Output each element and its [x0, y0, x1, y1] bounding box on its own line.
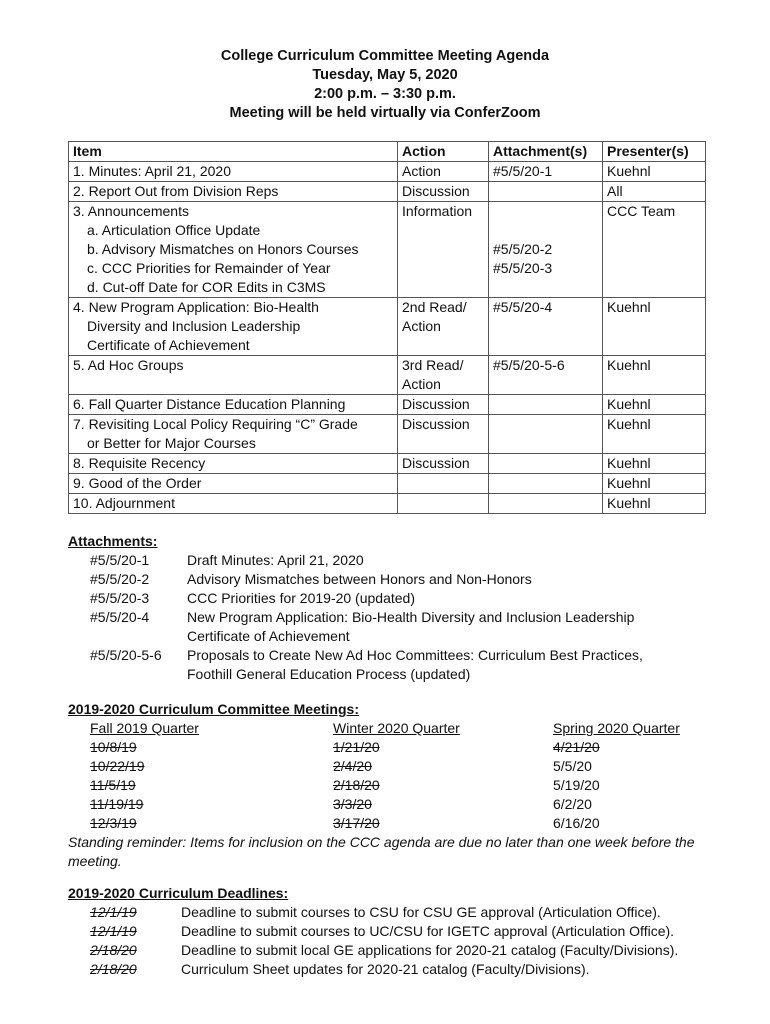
cell-line [493, 202, 602, 221]
meeting-date-item: 11/5/19 [90, 777, 136, 793]
attachment-cell [489, 202, 603, 298]
attachment-item [68, 646, 708, 684]
action-cell [398, 415, 489, 454]
attachment-description [187, 608, 708, 646]
cell-line: 7. Revisiting Local Policy Requiring “C” Grade [73, 416, 358, 432]
cell-line [493, 494, 602, 513]
deadline-text: Deadline to submit courses to CSU for CSU GE approval (Articulation Office). [181, 904, 661, 920]
cell-line: 8. Requisite Recency [73, 455, 206, 471]
cell-line [493, 182, 602, 201]
cell-line: All [607, 183, 623, 199]
meetings-section [68, 700, 728, 871]
deadlines-title: 2019-2020 Curriculum Deadlines: [68, 885, 289, 901]
attachment-id: #5/5/20-5-6 [90, 647, 162, 663]
meeting-time: 2:00 p.m. – 3:30 p.m. [314, 86, 456, 102]
meeting-date-item: 3/3/20 [333, 796, 372, 812]
cell-line: Discussion [402, 416, 470, 432]
table-row [69, 454, 706, 474]
cell-line: #5/5/20-4 [493, 299, 553, 315]
action-cell [398, 356, 489, 395]
cell-line: 10. Adjournment [73, 495, 175, 511]
agenda-body [69, 162, 706, 514]
meeting-date-item: 6/16/20 [553, 815, 600, 831]
attachment-cell [489, 356, 603, 395]
cell-line: 6. Fall Quarter Distance Education Planning [73, 396, 346, 412]
item-cell [69, 415, 398, 454]
table-row [69, 474, 706, 494]
deadline-text: Deadline to submit local GE applications for 2020-21 catalog (Faculty/Divisions). [181, 942, 679, 958]
action-cell [398, 454, 489, 474]
attachment-description-line: Advisory Mismatches between Honors and Non-Honors [187, 571, 532, 587]
presenter-cell [603, 298, 706, 356]
action-cell [398, 494, 489, 514]
attachment-description [187, 570, 708, 589]
presenter-cell [603, 202, 706, 298]
cell-line: 3. Announcements [73, 203, 189, 219]
attachment-description [187, 646, 708, 684]
attachments-title: Attachments: [68, 533, 158, 549]
attachment-description-line: New Program Application: Bio-Health Diversity and Inclusion Leadership [187, 609, 635, 625]
attachment-item [68, 551, 708, 570]
item-cell [69, 395, 398, 415]
cell-line: #5/5/20-5-6 [493, 357, 565, 373]
attachment-cell [489, 162, 603, 182]
cell-line: d. Cut-off Date for COR Edits in C3MS [87, 279, 326, 295]
cell-line: #5/5/20-3 [493, 260, 553, 276]
table-row [69, 162, 706, 182]
cell-line: or Better for Major Courses [87, 435, 256, 451]
meetings-title: 2019-2020 Curriculum Committee Meetings: [68, 701, 359, 717]
cell-line: 3rd Read/ [402, 357, 464, 373]
action-cell [398, 395, 489, 415]
attachment-id: #5/5/20-3 [90, 590, 150, 606]
presenter-cell [603, 415, 706, 454]
standing-reminder: Standing reminder: Items for inclusion on the CCC agenda are due no later than one week before the meeting. [68, 834, 695, 869]
deadlines-list [68, 903, 728, 979]
cell-line: b. Advisory Mismatches on Honors Courses [87, 241, 359, 257]
deadline-date: 2/18/20 [90, 942, 137, 958]
presenter-cell [603, 182, 706, 202]
quarter-heading: Spring 2020 Quarter [553, 720, 680, 736]
attachment-description-line: Proposals to Create New Ad Hoc Committees: Curriculum Best Practices, [187, 647, 643, 663]
meeting-date-item: 10/22/19 [90, 758, 145, 774]
cell-line: Action [402, 376, 441, 392]
action-cell [398, 474, 489, 494]
column-header: Presenter(s) [603, 142, 706, 162]
meeting-date-item: 6/2/20 [553, 796, 592, 812]
presenter-cell [603, 454, 706, 474]
cell-line: Kuehnl [607, 163, 651, 179]
meeting-date-item: 2/18/20 [333, 777, 380, 793]
cell-line: Diversity and Inclusion Leadership [87, 318, 301, 334]
agenda-header-row [69, 142, 706, 162]
cell-line: Kuehnl [607, 396, 651, 412]
item-cell [69, 454, 398, 474]
item-cell [69, 182, 398, 202]
item-cell [69, 474, 398, 494]
attachment-description-line: Foothill General Education Process (updated) [187, 666, 471, 682]
cell-line [402, 494, 488, 513]
document-header [0, 47, 770, 123]
cell-line: Action [402, 163, 441, 179]
cell-line: CCC Team [607, 203, 676, 219]
action-cell [398, 202, 489, 298]
table-row [69, 182, 706, 202]
cell-line: Kuehnl [607, 475, 651, 491]
table-row [69, 356, 706, 395]
cell-line: Discussion [402, 183, 470, 199]
cell-line: Discussion [402, 455, 470, 471]
meeting-date-item: 5/19/20 [553, 777, 600, 793]
quarter-heading: Winter 2020 Quarter [333, 720, 460, 736]
agenda-table [68, 141, 706, 514]
attachment-id: #5/5/20-1 [90, 552, 150, 568]
cell-line: Kuehnl [607, 455, 651, 471]
attachment-description-line: CCC Priorities for 2019-20 (updated) [187, 590, 415, 606]
meeting-date-item: 11/19/19 [90, 796, 144, 812]
deadline-text: Curriculum Sheet updates for 2020-21 catalog (Faculty/Divisions). [181, 961, 590, 977]
cell-line: 2nd Read/ [402, 299, 467, 315]
attachment-cell [489, 298, 603, 356]
attachment-description [187, 589, 708, 608]
presenter-cell [603, 395, 706, 415]
cell-line: a. Articulation Office Update [87, 222, 261, 238]
deadline-item [68, 922, 728, 941]
presenter-cell [603, 474, 706, 494]
deadline-date: 12/1/19 [90, 904, 137, 920]
attachments-section [68, 532, 708, 684]
column-header: Item [69, 142, 398, 162]
cell-line: 1. Minutes: April 21, 2020 [73, 163, 231, 179]
attachment-description-line: Certificate of Achievement [187, 628, 350, 644]
cell-line [402, 474, 488, 493]
table-row [69, 494, 706, 514]
cell-line: #5/5/20-1 [493, 163, 553, 179]
agenda-title: College Curriculum Committee Meeting Agenda [220, 48, 550, 64]
attachment-description-line: Draft Minutes: April 21, 2020 [187, 552, 364, 568]
meeting-date-item: 12/3/19 [90, 815, 137, 831]
cell-line [493, 415, 602, 434]
presenter-cell [603, 356, 706, 395]
column-header: Action [398, 142, 489, 162]
deadline-text: Deadline to submit courses to UC/CSU for IGETC approval (Articulation Office). [181, 923, 675, 939]
cell-line [493, 474, 602, 493]
quarter-column [68, 719, 333, 833]
table-row [69, 202, 706, 298]
item-cell [69, 356, 398, 395]
deadline-date: 2/18/20 [90, 961, 137, 977]
meeting-date-item: 2/4/20 [333, 758, 372, 774]
meeting-location: Meeting will be held virtually via ConferZoom [229, 105, 541, 121]
attachment-cell [489, 454, 603, 474]
action-cell [398, 162, 489, 182]
deadline-item [68, 941, 728, 960]
item-cell [69, 202, 398, 298]
attachment-id: #5/5/20-2 [90, 571, 150, 587]
deadline-item [68, 960, 728, 979]
quarter-column [333, 719, 553, 833]
cell-line: Kuehnl [607, 357, 651, 373]
presenter-cell [603, 162, 706, 182]
cell-line: 9. Good of the Order [73, 475, 202, 491]
quarter-column [553, 719, 723, 833]
attachment-id: #5/5/20-4 [90, 609, 150, 625]
deadlines-section [68, 884, 728, 979]
cell-line: Kuehnl [607, 495, 651, 511]
action-cell [398, 182, 489, 202]
cell-line: #5/5/20-2 [493, 241, 553, 257]
cell-line: Certificate of Achievement [87, 337, 250, 353]
meetings-grid [68, 719, 728, 833]
presenter-cell [603, 494, 706, 514]
meeting-date-item: 3/17/20 [333, 815, 380, 831]
attachments-list [68, 551, 708, 684]
cell-line: 2. Report Out from Division Reps [73, 183, 279, 199]
attachment-item [68, 570, 708, 589]
cell-line: 5. Ad Hoc Groups [73, 357, 184, 373]
attachment-cell [489, 474, 603, 494]
deadline-item [68, 903, 728, 922]
table-row [69, 415, 706, 454]
table-row [69, 395, 706, 415]
cell-line: Discussion [402, 396, 470, 412]
item-cell [69, 162, 398, 182]
meeting-date: Tuesday, May 5, 2020 [312, 67, 458, 83]
item-cell [69, 494, 398, 514]
attachment-item [68, 589, 708, 608]
attachment-cell [489, 415, 603, 454]
attachment-cell [489, 494, 603, 514]
cell-line: Action [402, 318, 441, 334]
meeting-date-item: 10/8/19 [90, 739, 137, 755]
quarter-heading: Fall 2019 Quarter [90, 720, 199, 736]
attachment-cell [489, 395, 603, 415]
meeting-date-item: 4/21/20 [553, 739, 600, 755]
cell-line: Kuehnl [607, 299, 651, 315]
attachment-description [187, 551, 708, 570]
table-row [69, 298, 706, 356]
cell-line: c. CCC Priorities for Remainder of Year [87, 260, 331, 276]
cell-line: 4. New Program Application: Bio-Health [73, 299, 319, 315]
cell-line: Information [402, 203, 473, 219]
action-cell [398, 298, 489, 356]
attachment-cell [489, 182, 603, 202]
meeting-date-item: 5/5/20 [553, 758, 592, 774]
cell-line [493, 454, 602, 473]
column-header: Attachment(s) [489, 142, 603, 162]
attachment-item [68, 608, 708, 646]
cell-line [493, 221, 602, 240]
meeting-date-item: 1/21/20 [333, 739, 380, 755]
cell-line: Kuehnl [607, 416, 651, 432]
cell-line [493, 395, 602, 414]
item-cell [69, 298, 398, 356]
deadline-date: 12/1/19 [90, 923, 137, 939]
